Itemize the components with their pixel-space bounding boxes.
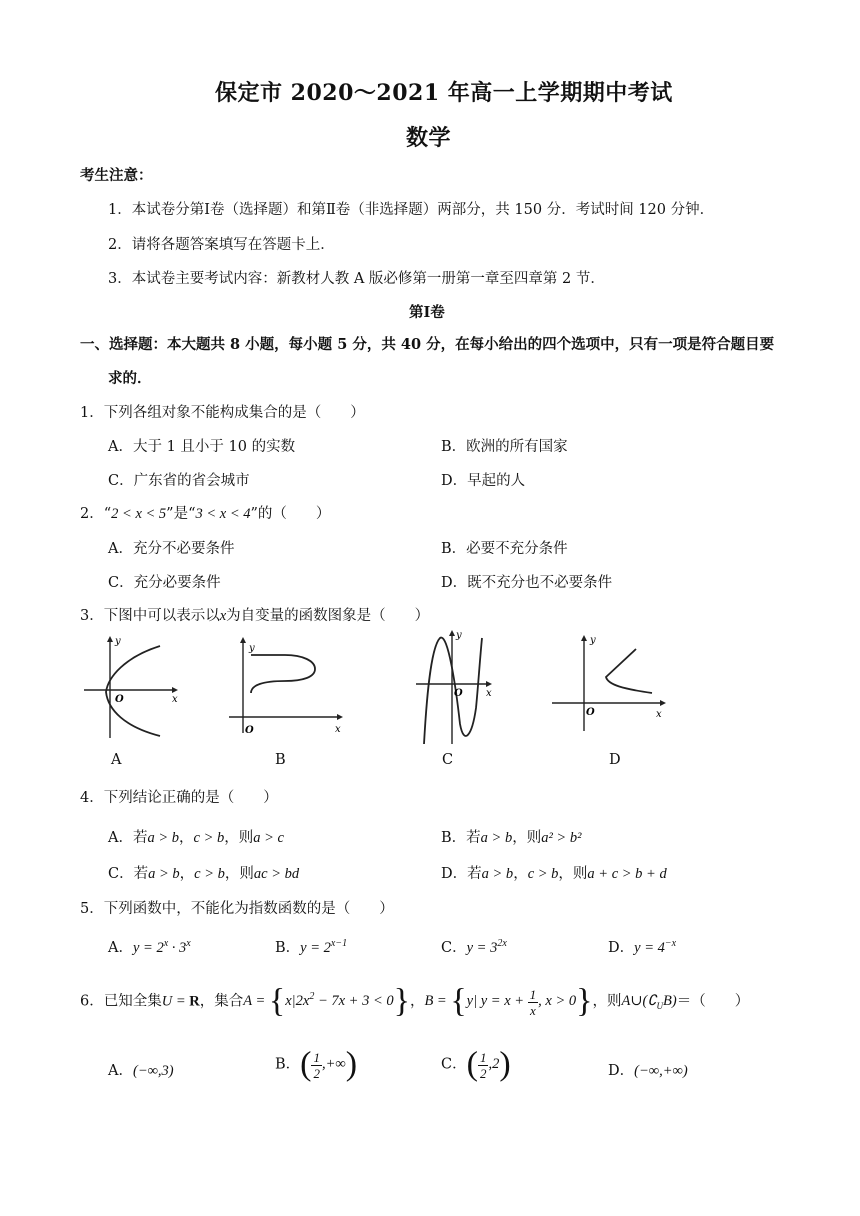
q1-option-c: C．广东省的省会城市 bbox=[108, 473, 250, 489]
q4-d-comma: ， bbox=[513, 866, 528, 882]
q5-stem: 5．下列函数中，不能化为指数函数的是（ ） bbox=[80, 901, 394, 917]
q3-graph-b bbox=[225, 637, 345, 742]
q6-option-c bbox=[441, 1046, 511, 1084]
q5-option-c bbox=[441, 936, 507, 957]
q5-d-label: D． bbox=[608, 940, 635, 956]
subject-title: 数学 bbox=[406, 125, 452, 151]
q4-b-cond1: a > b bbox=[480, 830, 513, 846]
q4-a-cond1: a > b bbox=[147, 830, 180, 846]
q3-d-ylabel: y bbox=[590, 635, 596, 646]
q3-stem-post: 为自变量的函数图象是（ ） bbox=[226, 608, 430, 624]
q5-b-label: B． bbox=[275, 940, 301, 956]
q4-option-a bbox=[108, 826, 284, 847]
q5-d-formula: $y = 4^{-x}$ bbox=[634, 938, 677, 956]
q4-c-result: ac > bd bbox=[253, 866, 300, 882]
q6-then: ，则 bbox=[592, 993, 622, 1010]
q1-option-b: B．欧洲的所有国家 bbox=[441, 439, 568, 455]
q6-a-label: A． bbox=[108, 1063, 133, 1079]
q4-d-cond1: a > b bbox=[481, 866, 514, 882]
q6-answer-paren: ＝（ ） bbox=[676, 993, 750, 1010]
q4-option-c bbox=[108, 862, 299, 883]
q3-var: x bbox=[219, 608, 227, 624]
q3-b-xlabel: x bbox=[335, 724, 341, 735]
q5-option-a bbox=[108, 936, 191, 957]
q6-option-b bbox=[275, 1046, 357, 1084]
q3-label-a: A bbox=[111, 752, 122, 768]
q4-d-then: ，则 bbox=[558, 866, 588, 882]
q6-b-value: ( $\frac{1}{2}$ ,+∞) bbox=[300, 1046, 358, 1083]
q3-c-ylabel: y bbox=[456, 630, 462, 641]
q3-c-xlabel: x bbox=[486, 688, 492, 699]
q4-b-then: ，则 bbox=[512, 830, 542, 846]
q6-b-label: B． bbox=[275, 1056, 301, 1073]
q3-a-origin: O bbox=[115, 694, 124, 705]
notice-item-3: 3．本试卷主要考试内容：新教材人教 A 版必修第一册第一章至四章第 2 节． bbox=[108, 271, 605, 287]
q4-option-b bbox=[441, 826, 581, 847]
q4-b-label: B．若 bbox=[441, 830, 481, 846]
q2-num: 2． bbox=[80, 506, 104, 522]
q4-option-d bbox=[441, 862, 667, 883]
q3-label-c: C bbox=[442, 752, 454, 768]
q4-c-comma: ， bbox=[179, 866, 195, 882]
q3-label-b: B bbox=[275, 752, 286, 768]
q2-expr2: 3 < x < 4 bbox=[195, 506, 251, 522]
q3-d-xlabel: x bbox=[656, 709, 662, 720]
q4-d-result: a + c > b + d bbox=[587, 866, 667, 882]
q3-stem bbox=[80, 604, 429, 625]
q6-d-value: (−∞,+∞) bbox=[634, 1063, 688, 1079]
q5-a-formula: $y = 2^x \cdot 3^x$ bbox=[132, 938, 191, 956]
q2-mid: ”是“ bbox=[166, 506, 196, 522]
q4-a-comma: ， bbox=[179, 830, 194, 846]
q6-option-a bbox=[108, 1059, 174, 1080]
volume-heading: 第Ⅰ卷 bbox=[409, 304, 445, 321]
notice-item-2: 2．请将各题答案填写在答题卡上． bbox=[108, 237, 335, 253]
q4-a-then: ，则 bbox=[224, 830, 254, 846]
q3-a-xlabel: x bbox=[172, 694, 178, 705]
q2-option-a: A．充分不必要条件 bbox=[108, 541, 235, 557]
q4-a-result: a > c bbox=[253, 830, 284, 846]
q6-set-b: B = {y| y = x + $\frac{1}{x}$ , x > 0} bbox=[424, 983, 593, 1020]
q3-graph-d bbox=[548, 633, 673, 738]
notice-item-1: 1．本试卷分第Ⅰ卷（选择题）和第Ⅱ卷（非选择题）两部分，共 150 分．考试时间 120 分钟． bbox=[108, 202, 715, 218]
q3-label-d: D bbox=[609, 752, 621, 768]
q2-option-c: C．充分必要条件 bbox=[108, 575, 221, 591]
notice-heading: 考生注意： bbox=[80, 167, 153, 184]
q4-a-cond2: c > b bbox=[193, 830, 225, 846]
q4-stem: 4．下列结论正确的是（ ） bbox=[80, 790, 278, 806]
q4-c-then: ，则 bbox=[224, 866, 254, 882]
q5-a-label: A． bbox=[108, 940, 133, 956]
q1-option-d: D．早起的人 bbox=[441, 473, 526, 489]
q4-c-label: C．若 bbox=[108, 866, 149, 882]
q6-comma: ， bbox=[409, 993, 425, 1010]
q6-stem bbox=[80, 983, 749, 1021]
q3-graph-c bbox=[412, 628, 502, 748]
q4-c-cond2: c > b bbox=[194, 866, 225, 882]
q4-d-cond2: c > b bbox=[527, 866, 559, 882]
q6-expr: $A\cup(∁_UB)$ bbox=[621, 993, 677, 1012]
q6-set-text: ，集合 bbox=[199, 993, 244, 1010]
section-heading-line1: 一、选择题：本大题共 8 小题，每小题 5 分，共 40 分，在每小给出的四个选项中，只有一项是符合题目要 bbox=[80, 336, 775, 353]
q3-stem-pre: 3．下图中可以表示以 bbox=[80, 608, 220, 624]
exam-title: 保定市 2020～2021 年高一上学期期中考试 bbox=[215, 80, 673, 106]
q1-option-a: A．大于 1 且小于 10 的实数 bbox=[108, 439, 296, 455]
section-heading-line2: 求的． bbox=[108, 370, 152, 387]
q2-tail: ”的（ ） bbox=[250, 506, 331, 522]
q5-b-formula: $y = 2^{x-1}$ bbox=[300, 938, 348, 956]
q5-option-b bbox=[275, 936, 347, 957]
q5-c-formula: $y = 3^{2x}$ bbox=[466, 938, 507, 956]
q6-d-label: D． bbox=[608, 1063, 635, 1079]
q3-a-ylabel: y bbox=[115, 636, 121, 647]
q3-b-ylabel: y bbox=[249, 643, 255, 654]
q6-universe: U = R bbox=[161, 993, 200, 1010]
q2-expr1: 2 < x < 5 bbox=[111, 506, 167, 522]
q2-stem bbox=[80, 502, 330, 523]
q5-option-d bbox=[608, 936, 676, 957]
q3-c-origin: O bbox=[454, 688, 463, 699]
q4-d-label: D．若 bbox=[441, 866, 482, 882]
q4-b-result: a² > b² bbox=[541, 830, 582, 846]
q4-a-label: A．若 bbox=[108, 830, 148, 846]
q3-b-origin: O bbox=[245, 725, 254, 736]
q3-d-origin: O bbox=[586, 707, 595, 718]
q6-c-value: ( $\frac{1}{2}$ ,2) bbox=[466, 1046, 511, 1083]
q1-stem: 1．下列各组对象不能构成集合的是（ ） bbox=[80, 405, 365, 421]
q6-set-a: $A = \{x|2x^2 - 7x + 3 < 0\}$ bbox=[243, 983, 410, 1020]
q3-graph-a bbox=[80, 632, 190, 742]
q6-stem-pre: 6．已知全集 bbox=[80, 993, 162, 1010]
q6-option-d bbox=[608, 1059, 688, 1080]
q4-c-cond1: a > b bbox=[148, 866, 180, 882]
q2-option-b: B．必要不充分条件 bbox=[441, 541, 568, 557]
q5-c-label: C． bbox=[441, 940, 467, 956]
q6-c-label: C． bbox=[441, 1056, 467, 1073]
q6-a-value: (−∞,3) bbox=[132, 1063, 174, 1079]
q2-quote-open: “ bbox=[103, 506, 112, 522]
q2-option-d: D．既不充分也不必要条件 bbox=[441, 575, 613, 591]
